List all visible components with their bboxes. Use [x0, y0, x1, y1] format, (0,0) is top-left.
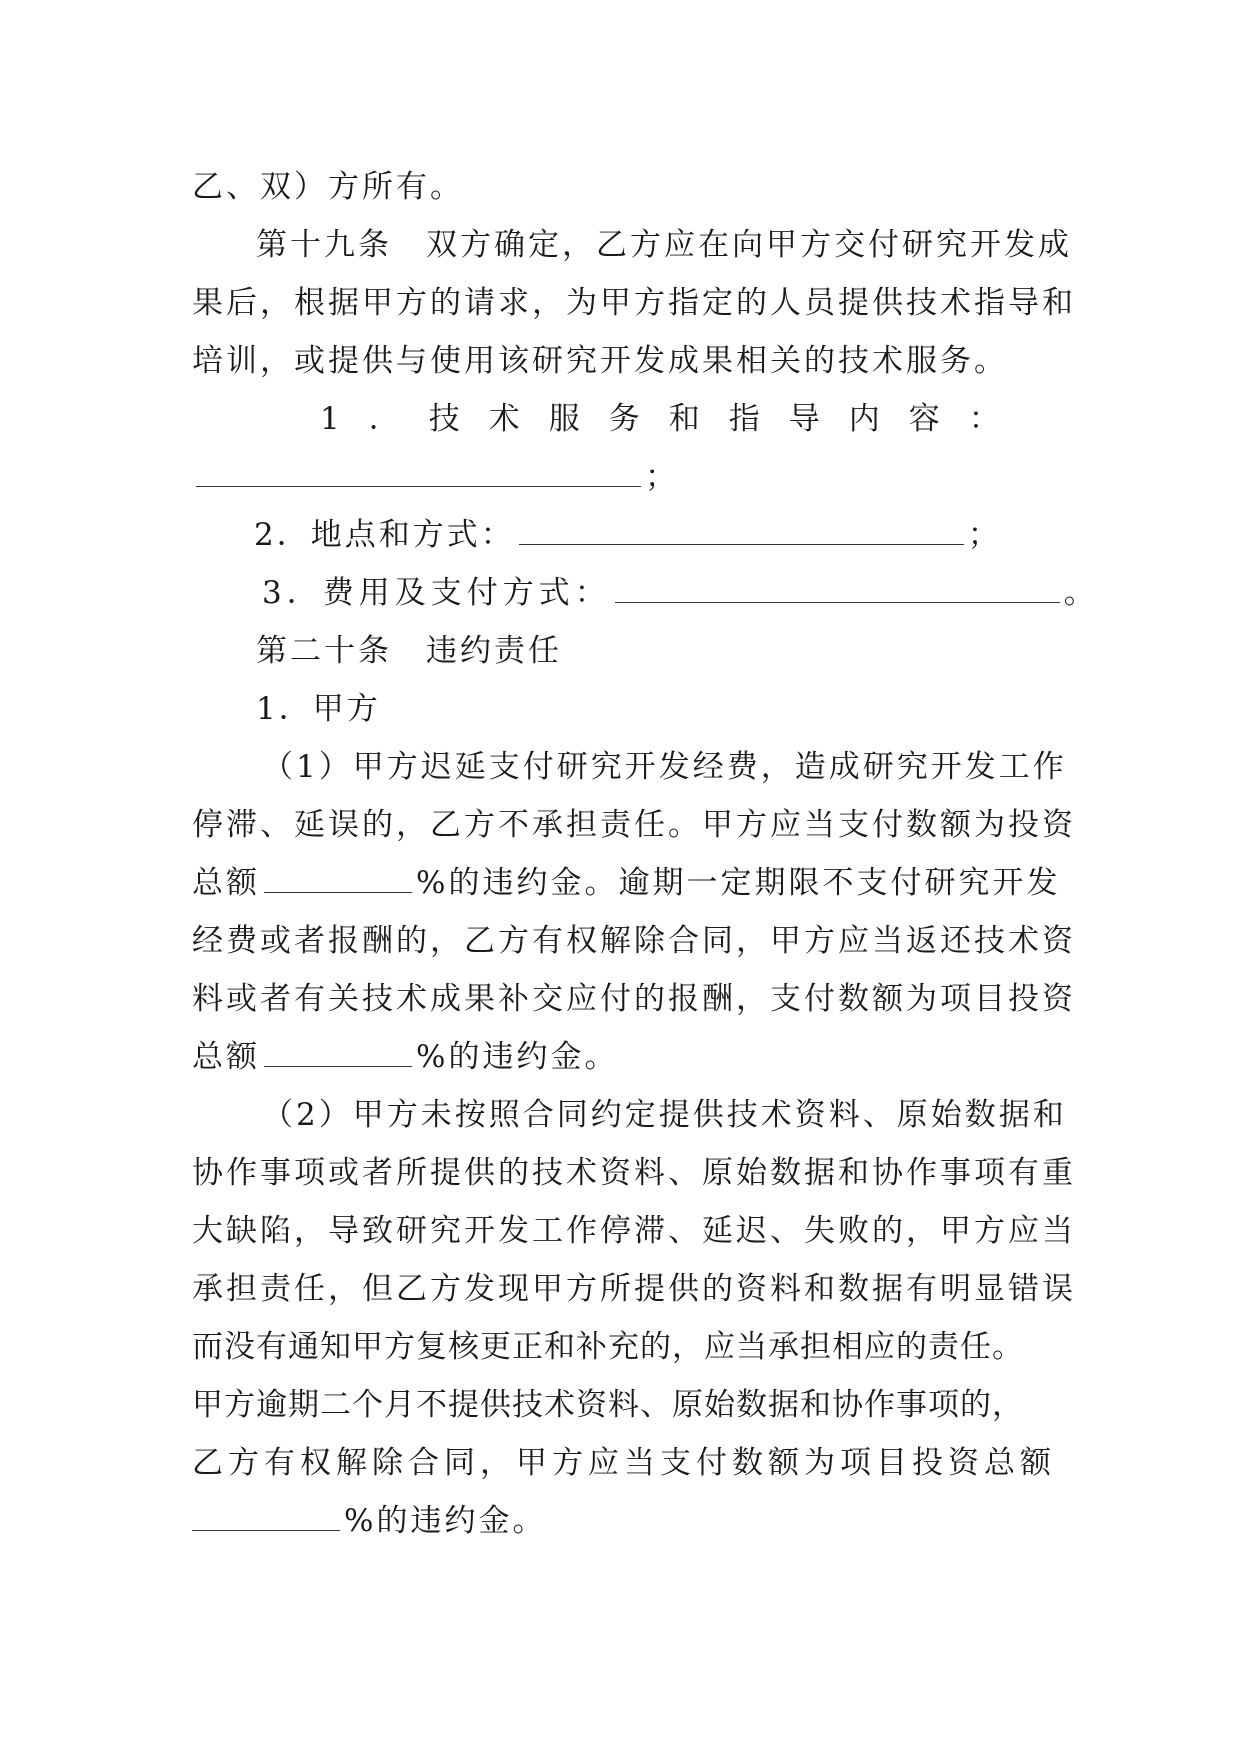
article-19-heading-line	[192, 216, 1072, 274]
paragraph-line	[192, 1144, 1076, 1202]
line-text: 。	[1063, 575, 1098, 611]
line-text: 料或者有关技术成果补交应付的报酬，支付数额为项目投资	[192, 981, 1076, 1017]
blank-field[interactable]	[196, 464, 641, 487]
paragraph-line	[192, 1492, 1054, 1550]
line-text: 总额	[192, 865, 260, 901]
line-text: 经费或者报酬的，乙方有权解除合同，甲方应当返还技术资	[192, 923, 1076, 959]
paragraph-line	[192, 1202, 1076, 1260]
paragraph-line	[192, 1028, 1054, 1086]
paragraph-line	[192, 1260, 1076, 1318]
item-2-line	[192, 506, 1054, 564]
line-text: 1．甲方	[256, 691, 381, 727]
line-text: 1．技术服务和指导内容：	[320, 401, 1029, 437]
line-text: 总额	[192, 1039, 260, 1075]
line-text: 承担责任，但乙方发现甲方所提供的资料和数据有明显错误	[192, 1271, 1076, 1307]
document-body	[192, 158, 1098, 1550]
blank-field[interactable]	[519, 522, 964, 545]
party-a-heading-line	[192, 680, 1054, 738]
paragraph-line	[192, 854, 1061, 912]
item-3-line	[192, 564, 1098, 622]
paragraph-line	[192, 912, 1076, 970]
paragraph-line	[192, 274, 1076, 332]
paragraph-line	[192, 738, 1067, 796]
line-text: ；	[645, 459, 679, 495]
line-text: 第二十条 违约责任	[256, 633, 562, 669]
line-text: 3．费用及支付方式：	[262, 575, 611, 611]
paragraph-line	[192, 796, 1076, 854]
line-text: 乙、双）方所有。	[192, 169, 464, 205]
paragraph-line	[192, 1434, 1054, 1492]
paragraph-line	[192, 970, 1076, 1028]
line-text: %的违约金。	[344, 1503, 547, 1539]
line-text: 停滞、延误的，乙方不承担责任。甲方应当支付数额为投资	[192, 807, 1076, 843]
paragraph-line	[192, 332, 1054, 390]
line-text: 甲方逾期二个月不提供技术资料、原始数据和协作事项的，	[192, 1387, 1024, 1423]
line-text: 协作事项或者所提供的技术资料、原始数据和协作事项有重	[192, 1155, 1076, 1191]
blank-field[interactable]	[264, 870, 412, 893]
line-text: 2．地点和方式：	[254, 517, 515, 553]
line-text: 培训，或提供与使用该研究开发成果相关的技术服务。	[192, 343, 1008, 379]
blank-field[interactable]	[615, 580, 1060, 603]
paragraph-line	[192, 1086, 1067, 1144]
line-text: ；	[967, 517, 1002, 553]
item-1-line	[192, 390, 1054, 448]
line-text: %的违约金。逾期一定期限不支付研究开发	[416, 865, 1061, 901]
paragraph-line	[192, 158, 1054, 216]
line-text: 第十九条 双方确定，乙方应在向甲方交付研究开发成	[256, 227, 1072, 263]
blank-field[interactable]	[192, 1508, 340, 1531]
line-text: 乙方有权解除合同，甲方应当支付数额为项目投资总额	[192, 1445, 1056, 1481]
paragraph-line	[192, 1376, 1054, 1434]
blank-field[interactable]	[264, 1044, 412, 1067]
line-text: %的违约金。	[416, 1039, 619, 1075]
paragraph-line	[192, 1318, 1054, 1376]
line-text: （1）甲方迟延支付研究开发经费，造成研究开发工作	[262, 749, 1067, 785]
line-text: （2）甲方未按照合同约定提供技术资料、原始数据和	[262, 1097, 1067, 1133]
line-text: 而没有通知甲方复核更正和补充的，应当承担相应的责任。	[192, 1329, 1024, 1365]
article-20-heading-line	[192, 622, 1054, 680]
line-text: 果后，根据甲方的请求，为甲方指定的人员提供技术指导和	[192, 285, 1076, 321]
fill-in-line	[192, 448, 1054, 506]
line-text: 大缺陷，导致研究开发工作停滞、延迟、失败的，甲方应当	[192, 1213, 1076, 1249]
